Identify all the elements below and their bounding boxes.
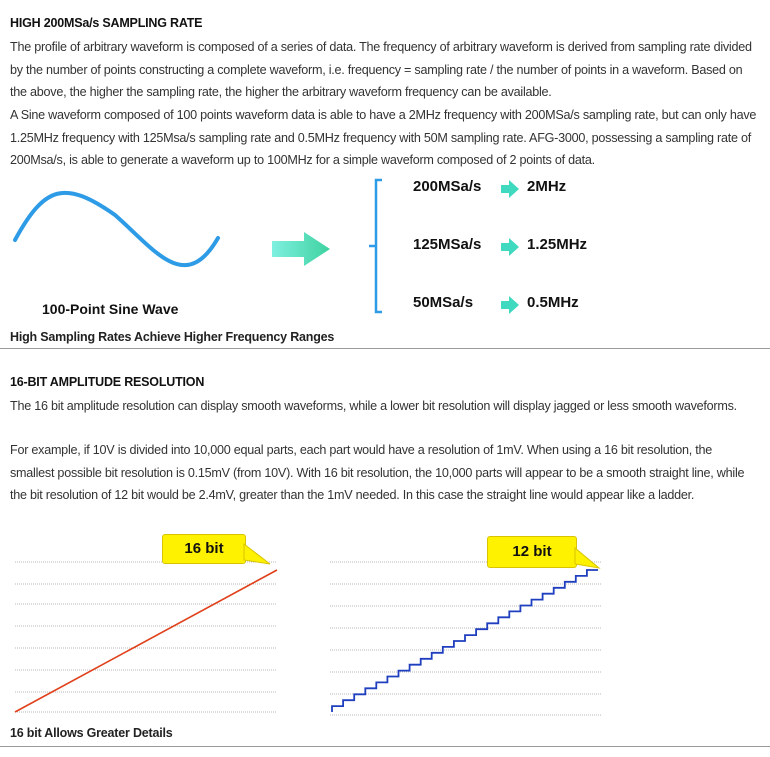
section-divider <box>0 348 770 349</box>
callout-16bit: 16 bit <box>162 534 246 564</box>
small-arrow-icon <box>501 296 519 314</box>
sampling-rate-paragraph-2: A Sine waveform composed of 100 points waveform data is able to have a 2MHz frequency with 200MSa/s sampling rate, but can only have 1.25MHz frequency with 125Msa/s sampling rate and 0.5MHz frequency with 50M sampling rate. AFG-3000, possessing a sampling rate of 200Msa/s, is able to generate a waveform up to 100MHz for a simple waveform composed of 2 points of data. <box>10 108 757 167</box>
amplitude-paragraph-2: For example, if 10V is divided into 10,000 equal parts, each part would have a resolution of 1mV. When using a 16 bit resolution, the smallest possible bit resolution is 0.15mV (from 10V). With 16 bit resolution, the 10,000 parts will appear to be a smooth straight line, while the bit resolution of 12 bit would be 2.4mV, greater than the 1mV needed. In this case the straight line would appear like a ladder. <box>10 443 745 502</box>
callout-pointer <box>244 544 274 568</box>
small-arrow-icon <box>501 180 519 198</box>
section-title-sampling-rate: HIGH 200MSa/s SAMPLING RATE <box>10 16 203 30</box>
callout-pointer <box>575 548 605 572</box>
rate-200msa: 200MSa/s <box>413 178 482 195</box>
big-arrow-icon <box>272 232 332 266</box>
freq-2mhz: 2MHz <box>527 178 567 195</box>
chart-16bit <box>15 552 295 717</box>
rate-125msa: 125MSa/s <box>413 236 482 253</box>
section-title-amplitude-resolution: 16-BIT AMPLITUDE RESOLUTION <box>10 375 205 389</box>
amplitude-paragraph-1: The 16 bit amplitude resolution can display smooth waveforms, while a lower bit resolution will display jagged or less smooth waveforms. <box>10 399 737 413</box>
sine-wave-graphic <box>0 180 240 300</box>
small-arrow-icon <box>501 238 519 256</box>
sampling-rate-paragraph-1: The profile of arbitrary waveform is composed of a series of data. The frequency of arbitrary waveform is derived from sampling rate divided by the number of points constructing a complete waveform, i.e. frequency = sampling rate / the number of points in a waveform. Based on the above, the higher the sampling rate, the higher the arbitrary waveform frequency can be available. <box>10 40 752 99</box>
chart-12bit <box>330 552 610 717</box>
bracket-graphic <box>366 178 386 318</box>
freq-0-5mhz: 0.5MHz <box>527 294 579 311</box>
staircase-line-12bit <box>332 570 598 712</box>
section-divider <box>0 746 770 747</box>
sine-wave-curve <box>15 193 218 265</box>
sampling-rate-caption: High Sampling Rates Achieve Higher Frequency Ranges <box>10 330 335 344</box>
freq-1-25mhz: 1.25MHz <box>527 236 588 253</box>
amplitude-caption: 16 bit Allows Greater Details <box>10 726 173 740</box>
smooth-line-16bit <box>15 570 277 712</box>
rate-50msa: 50MSa/s <box>413 294 474 311</box>
callout-12bit: 12 bit <box>487 536 577 568</box>
sine-wave-label: 100-Point Sine Wave <box>42 301 179 317</box>
